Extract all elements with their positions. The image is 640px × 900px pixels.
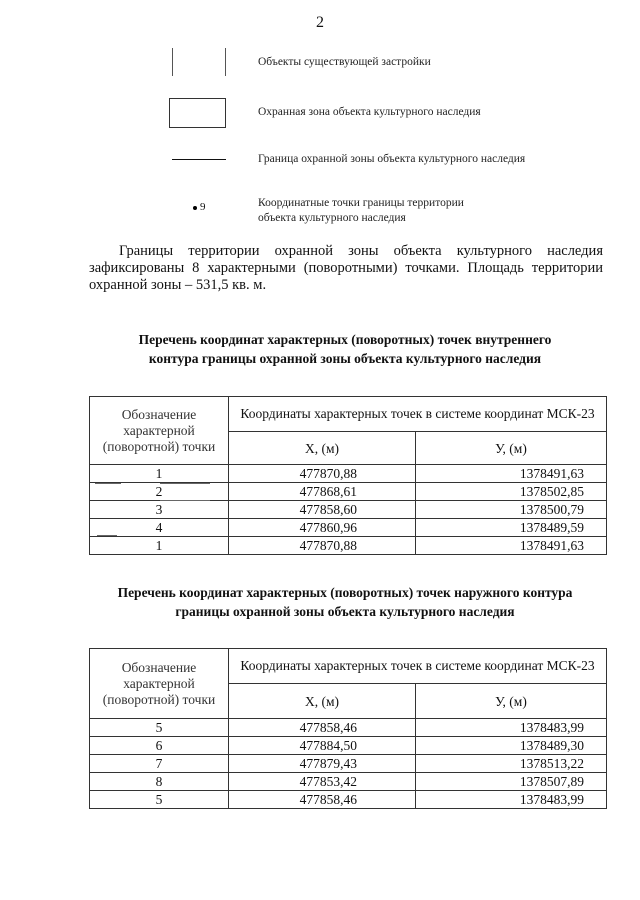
cell-x: 477870,88 (229, 465, 416, 483)
legend-coordinate-points-line2: объекта культурного наследия (258, 212, 406, 224)
scan-artifact-line (95, 483, 121, 484)
table-row (90, 537, 607, 555)
header-y: У, (м) (416, 684, 607, 719)
cell-y: 1378489,30 (416, 737, 607, 755)
protection-zone-icon (169, 98, 226, 128)
zone-description-paragraph (89, 243, 603, 294)
table-row (90, 719, 607, 737)
cell-point: 2 (90, 483, 229, 501)
cell-x: 477868,61 (229, 483, 416, 501)
table-row (90, 519, 607, 537)
cell-point: 5 (90, 719, 229, 737)
inner-table-heading (80, 330, 610, 368)
cell-x: 477858,60 (229, 501, 416, 519)
inner-contour-table (89, 396, 607, 555)
header-y: У, (м) (416, 432, 607, 465)
table-row (90, 791, 607, 809)
cell-point: 3 (90, 501, 229, 519)
cell-point: 5 (90, 791, 229, 809)
header-coords: Координаты характерных точек в системе координат МСК-23 (229, 397, 607, 432)
table-row (90, 483, 607, 501)
cell-y: 1378483,99 (416, 719, 607, 737)
table-row (90, 755, 607, 773)
header-x: X, (м) (229, 432, 416, 465)
legend-protection-zone: Охранная зона объекта культурного наследия (258, 106, 481, 118)
coordinate-point-icon (193, 206, 197, 210)
cell-y: 1378491,63 (416, 537, 607, 555)
legend-coordinate-points-line1: Координатные точки границы территории (258, 197, 464, 209)
header-point: Обозначение характерной (поворотной) точки (90, 397, 229, 465)
header-x: X, (м) (229, 684, 416, 719)
cell-x: 477879,43 (229, 755, 416, 773)
paragraph-line1: Границы территории охранной зоны объекта культурного наследия (119, 243, 603, 259)
cell-point: 7 (90, 755, 229, 773)
cell-x: 477884,50 (229, 737, 416, 755)
cell-point: 1 (90, 465, 229, 483)
existing-buildings-icon (172, 48, 226, 76)
cell-y: 1378513,22 (416, 755, 607, 773)
coordinate-point-label: 9 (200, 201, 206, 213)
table-row (90, 501, 607, 519)
zone-boundary-line-icon (172, 159, 226, 160)
cell-y: 1378500,79 (416, 501, 607, 519)
scan-artifact-line (160, 483, 210, 484)
header-coords: Координаты характерных точек в системе координат МСК-23 (229, 649, 607, 684)
cell-x: 477858,46 (229, 791, 416, 809)
legend-existing-buildings: Объекты существующей застройки (258, 56, 431, 68)
outer-table-heading (80, 583, 610, 621)
cell-x: 477853,42 (229, 773, 416, 791)
cell-x: 477870,88 (229, 537, 416, 555)
cell-y: 1378502,85 (416, 483, 607, 501)
inner-heading-line1: Перечень координат характерных (поворотных) точек внутреннего (138, 332, 552, 347)
cell-y: 1378507,89 (416, 773, 607, 791)
cell-point: 4 (90, 519, 229, 537)
cell-point: 6 (90, 737, 229, 755)
header-point: Обозначение характерной (поворотной) точки (90, 649, 229, 719)
scan-artifact-line (160, 500, 210, 501)
inner-heading-line2: контура границы охранной зоны объекта культурного наследия (148, 351, 542, 366)
table-row (90, 773, 607, 791)
table-row (90, 737, 607, 755)
page-number: 2 (316, 14, 324, 31)
legend-coordinate-points (258, 196, 464, 226)
cell-point: 8 (90, 773, 229, 791)
outer-contour-table (89, 648, 607, 809)
cell-x: 477860,96 (229, 519, 416, 537)
paragraph-rest: зафиксированы 8 характерными (поворотными) точками. Площадь территории охранной зоны – 531,5 кв. м. (89, 260, 603, 293)
outer-heading-line2: границы охранной зоны объекта культурного наследия (175, 604, 515, 619)
scan-artifact-line (97, 535, 117, 536)
cell-y: 1378491,63 (416, 465, 607, 483)
cell-point: 1 (90, 537, 229, 555)
legend-zone-boundary: Граница охранной зоны объекта культурного наследия (258, 153, 526, 165)
cell-x: 477858,46 (229, 719, 416, 737)
cell-y: 1378483,99 (416, 791, 607, 809)
cell-y: 1378489,59 (416, 519, 607, 537)
table-row (90, 465, 607, 483)
outer-heading-line1: Перечень координат характерных (поворотных) точек наружного контура (117, 585, 573, 600)
